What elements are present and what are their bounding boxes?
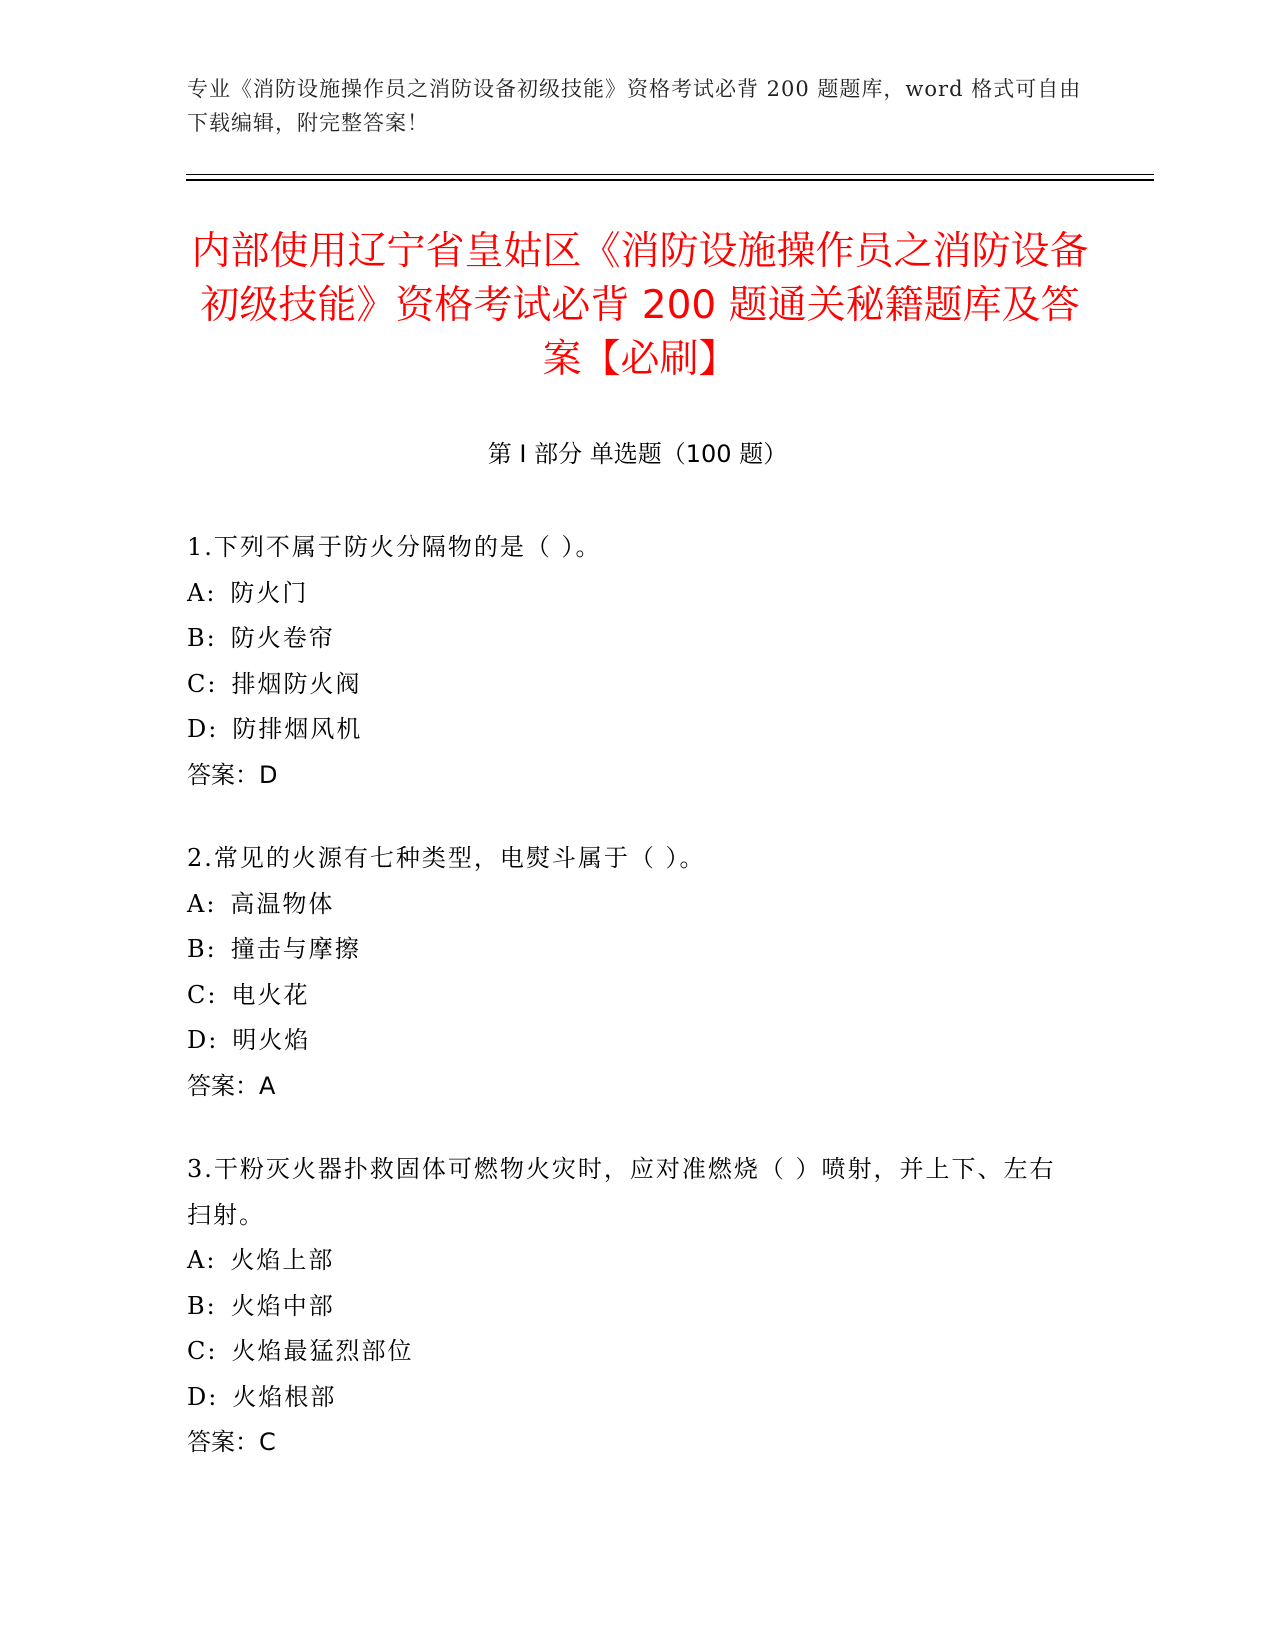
document-title: 内部使用辽宁省皇姑区《消防设施操作员之消防设备初级技能》资格考试必背 200 题通关秘籍题库及答案【必刷】 xyxy=(191,229,1089,382)
option-key: B: xyxy=(187,624,217,652)
answer-value: D xyxy=(259,760,278,789)
option-d xyxy=(187,1018,1067,1064)
answer-value: A xyxy=(259,1071,276,1100)
option-a xyxy=(187,571,1067,617)
header-note: 专业《消防设施操作员之消防设备初级技能》资格考试必背 200 题题库，word 格式可自由下载编辑，附完整答案！ xyxy=(187,77,1082,135)
option-text: 火焰最猛烈部位 xyxy=(231,1337,414,1365)
answer-label: 答案： xyxy=(187,760,259,789)
question-stem: 1.下列不属于防火分隔物的是（ ）。 xyxy=(187,533,602,561)
option-key: C: xyxy=(187,980,218,1009)
option-d xyxy=(187,707,1067,753)
question-stem: 3.干粉灭火器扑救固体可燃物火灾时，应对准燃烧（ ）喷射，并上下、左右扫射。 xyxy=(187,1155,1056,1229)
option-text: 防火门 xyxy=(230,578,309,607)
answer-line xyxy=(187,1420,1067,1466)
option-b xyxy=(187,927,1067,973)
question-1 xyxy=(187,525,1067,798)
question-list xyxy=(187,525,1067,1504)
answer-label: 答案： xyxy=(187,1071,259,1100)
option-b xyxy=(187,616,1067,662)
answer-value: C xyxy=(259,1428,276,1456)
option-key: D: xyxy=(187,1382,219,1411)
option-a xyxy=(187,882,1067,928)
option-text: 防火卷帘 xyxy=(230,624,335,652)
option-key: D: xyxy=(187,715,219,743)
header-divider-thick xyxy=(186,179,1154,181)
option-text: 排烟防火阀 xyxy=(231,669,362,698)
option-c xyxy=(187,662,1067,708)
option-c xyxy=(187,973,1067,1019)
option-c xyxy=(187,1329,1067,1375)
answer-line xyxy=(187,1064,1067,1110)
option-key: C: xyxy=(187,1337,218,1365)
option-text: 高温物体 xyxy=(230,889,335,918)
question-stem: 2.常见的火源有七种类型，电熨斗属于（ ）。 xyxy=(187,844,706,872)
answer-label: 答案： xyxy=(187,1428,259,1456)
option-text: 明火焰 xyxy=(232,1026,311,1054)
option-key: C: xyxy=(187,669,218,698)
option-key: D: xyxy=(187,1026,219,1054)
option-text: 防排烟风机 xyxy=(232,715,363,743)
option-text: 火焰根部 xyxy=(232,1382,337,1411)
option-key: B: xyxy=(187,1291,217,1320)
option-text: 火焰上部 xyxy=(230,1246,335,1274)
option-key: A: xyxy=(187,889,217,918)
option-d xyxy=(187,1375,1067,1421)
option-a xyxy=(187,1238,1067,1284)
option-text: 火焰中部 xyxy=(230,1291,335,1320)
answer-line xyxy=(187,753,1067,799)
header-divider-thin xyxy=(186,174,1154,175)
option-key: A: xyxy=(187,578,217,607)
question-2 xyxy=(187,836,1067,1109)
option-key: B: xyxy=(187,935,217,963)
question-3 xyxy=(187,1147,1067,1466)
option-text: 电火花 xyxy=(231,980,310,1009)
option-b xyxy=(187,1284,1067,1330)
option-key: A: xyxy=(187,1246,217,1274)
section-title: 第 I 部分 单选题（100 题） xyxy=(487,440,788,468)
option-text: 撞击与摩擦 xyxy=(230,935,361,963)
